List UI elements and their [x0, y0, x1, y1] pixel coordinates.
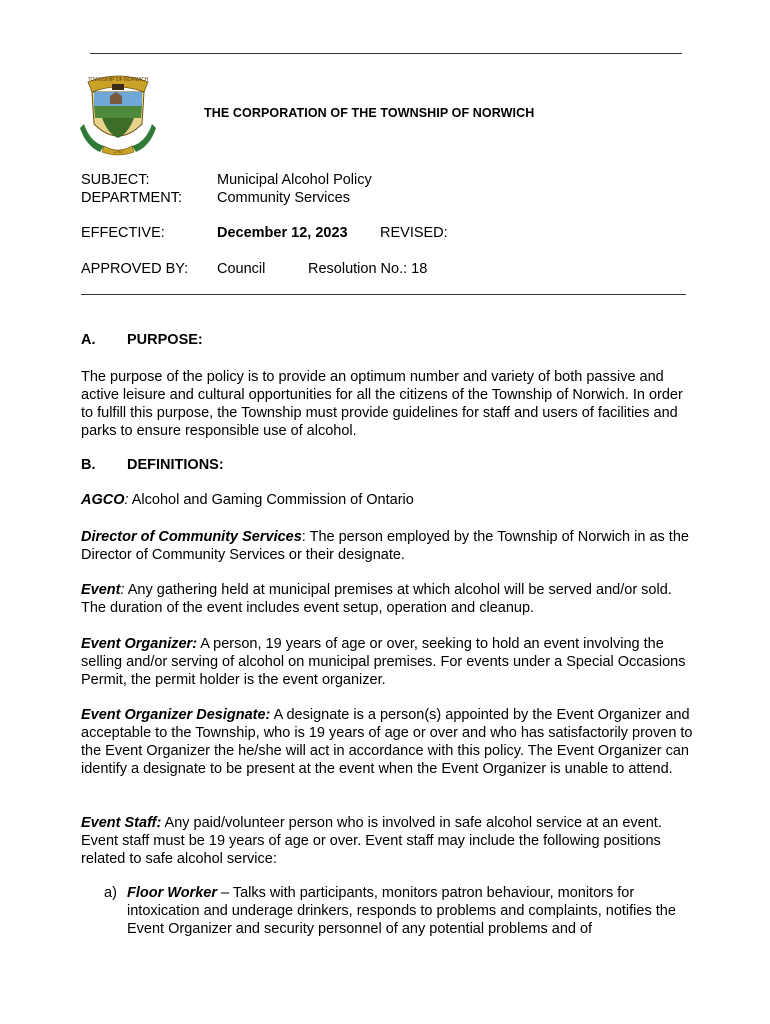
definition-agco: [81, 491, 693, 509]
definition-event-organizer: [81, 635, 693, 689]
section-a-letter: A.: [81, 332, 96, 348]
list-marker: a): [104, 885, 117, 901]
definition-text: The person employed by the Township of Norwich in as the Director of Community Services or their designate.: [81, 529, 689, 563]
logo-text-top: TOWNSHIP OF NORWICH: [87, 77, 149, 83]
subject-label: SUBJECT:: [81, 172, 150, 188]
corporation-title: THE CORPORATION OF THE TOWNSHIP OF NORWICH: [204, 106, 535, 120]
definition-term: Event Organizer:: [81, 636, 198, 652]
definition-term: Event: [81, 582, 121, 598]
definition-sep: :: [301, 529, 306, 545]
definition-sep: :: [124, 492, 129, 508]
definition-director: [81, 528, 693, 564]
definition-text: Any paid/volunteer person who is involved in safe alcohol service at an event. Event staff must be 19 years of age or over. Event staff may include the following positions related to safe alcohol service:: [81, 815, 662, 867]
definition-term: AGCO: [81, 492, 125, 508]
approved-label: APPROVED BY:: [81, 261, 189, 277]
purpose-paragraph: The purpose of the policy is to provide an optimum number and variety of both passive and active leisure and cultural opportunities for all the citizens of the Township of Norwich. In order to fulfill this purpose, the Township must provide guidelines for staff and users of facilities and parks to ensure responsible use of alcohol.: [81, 369, 683, 439]
definition-organizer-designate: [81, 706, 693, 778]
subject-value: Municipal Alcohol Policy: [217, 172, 372, 188]
meta-rule: [81, 294, 686, 295]
definition-event: [81, 581, 693, 617]
revised-label: REVISED:: [380, 225, 448, 241]
definition-term: Event Organizer Designate:: [81, 707, 271, 723]
list-item-text: – Talks with participants, monitors patron behaviour, monitors for intoxication and underage drinkers, responds to problems and complaints, notifies the Event Organizer and security personnel of any potential problems and of: [127, 885, 676, 937]
list-item-term: Floor Worker: [127, 885, 217, 901]
approved-value: Council: [217, 261, 266, 277]
logo-text-bottom: 1793: [113, 149, 123, 154]
definition-sep: :: [120, 582, 125, 598]
top-rule: [90, 53, 682, 54]
section-a-heading: PURPOSE:: [127, 332, 203, 348]
department-label: DEPARTMENT:: [81, 190, 182, 206]
definition-text: A person, 19 years of age or over, seeking to hold an event involving the selling and/or serving of alcohol on municipal premises. For events under a Special Occasions Permit, the permit holder is the event organizer.: [81, 636, 686, 688]
resolution-number: Resolution No.: 18: [308, 261, 428, 277]
definition-term: Event Staff:: [81, 815, 162, 831]
definition-text: Alcohol and Gaming Commission of Ontario: [128, 492, 414, 508]
definition-text: A designate is a person(s) appointed by the Event Organizer and acceptable to the Township, who is 19 years of age or over and who has satisfactorily proven to the Event Organizer the he/she will act in accordance with this policy. The Event Organizer can identify a designate to be present at the event when the Event Organizer is unable to attend.: [81, 707, 693, 777]
effective-date: December 12, 2023: [217, 225, 348, 241]
definition-term: Director of Community Services: [81, 529, 302, 545]
effective-label: EFFECTIVE:: [81, 225, 165, 241]
section-b-heading: DEFINITIONS:: [127, 457, 224, 473]
definition-event-staff: [81, 814, 693, 868]
definition-text: Any gathering held at municipal premises at which alcohol will be served and/or sold. The duration of the event includes event setup, operation and cleanup.: [81, 582, 672, 616]
township-crest-logo: [80, 72, 156, 156]
section-b-letter: B.: [81, 457, 96, 473]
list-item-floor-worker: [127, 884, 677, 938]
department-value: Community Services: [217, 190, 350, 206]
